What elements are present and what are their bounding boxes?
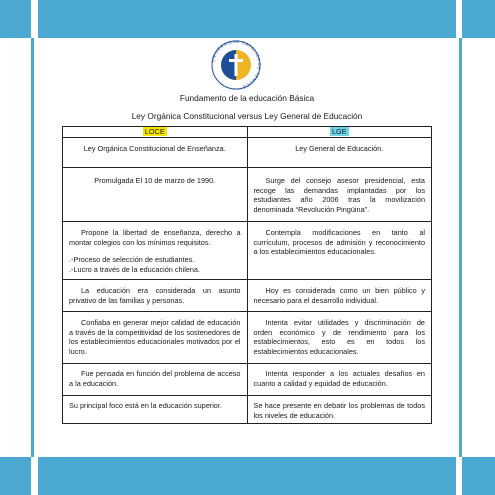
cell-text: Promulgada El 10 de marzo de 1990. [94,176,216,185]
lge-cell [247,364,432,396]
table-row [63,312,432,364]
lge-cell [247,222,432,280]
loce-highlight: LOCE [144,127,165,136]
loce-cell [63,312,248,364]
cell-text: Surge del consejo asesor presidencial, esta recoge las demandas implantadas por los estudiantes año 2006 tras la movilización denominada “Revolución Pingüina”. [253,176,425,214]
document-title: Fundamento de la educación Básica [179,93,315,103]
frame-block-top-right [462,0,495,38]
cell-text: Se hace presente en debatir los problemas de todos los niveles de educación. [253,401,425,420]
column-header-loce [63,127,248,138]
lge-cell [247,280,432,312]
frame-side-left [31,38,34,457]
cell-text: Hoy es considerada como un bien público y necesario para el desarrollo individual. [253,286,425,305]
frame-block-top [38,0,456,38]
loce-cell [63,280,248,312]
cell-text: .-Proceso de selección de estudiantes. [69,255,195,265]
table-row [63,364,432,396]
cell-text: La educación era considerada un asunto privativo de las familias y personas. [69,286,241,305]
table-row [63,280,432,312]
frame-block-bottom-right [462,457,495,495]
table-row [63,396,432,424]
column-header-lge [247,127,432,138]
lge-cell [247,396,432,424]
cell-text: Propone la libertad de enseñanza, derecho a montar colegios con los mínimos requisitos. [69,228,241,247]
frame-block-bottom-left [0,457,31,495]
lge-cell [247,312,432,364]
lge-cell [247,168,432,222]
cell-text: Intenta evitar utilidades y discriminación de orden económico y de rendimiento para los establecimientos, esto es en todos los establecimientos educacionales. [253,318,425,356]
loce-cell [63,168,248,222]
cell-text: Confiaba en generar mejor calidad de educación a través de la competitividad de los sostenedores de los establecimientos educacionales motivados por el lucro. [69,318,241,356]
table-row [63,138,432,168]
lge-highlight: LGE [331,127,347,136]
frame-side-right [459,38,462,457]
cell-text: Ley General de Educación. [295,144,384,153]
lge-cell [247,138,432,168]
cell-text: Fue pensada en función del problema de acceso a la educación. [69,369,241,388]
loce-cell [63,222,248,280]
svg-text:UNIVERSIDAD CATOLICA DE TEMUCO: UNIVERSIDAD CATOLICA DE TEMUCO [210,40,263,90]
frame-block-bottom [38,457,456,495]
loce-cell [63,138,248,168]
university-seal-logo [198,40,274,90]
cell-text: Contempla modificaciones en tanto al currículum, procesos de admisión y reconocimiento a los establecimientos educacionales. [253,228,425,257]
document-subtitle: Ley Orgánica Constitucional versus Ley General de Educación [131,111,363,121]
frame-block-top-left [0,0,31,38]
cell-text: .-Lucro a través de la educación chilena. [69,264,201,274]
loce-cell [63,396,248,424]
table-row [63,168,432,222]
table-row [63,222,432,280]
cell-text: Ley Orgánica Constitucional de Enseñanza. [83,144,226,153]
cell-text: Su principal foco está en la educación superior. [69,401,222,410]
table-header-row [63,127,432,138]
loce-cell [63,364,248,396]
cell-text: Intenta responder a los actuales desafíos en cuanto a calidad y equidad de educación. [253,369,425,388]
comparison-table [62,126,432,424]
